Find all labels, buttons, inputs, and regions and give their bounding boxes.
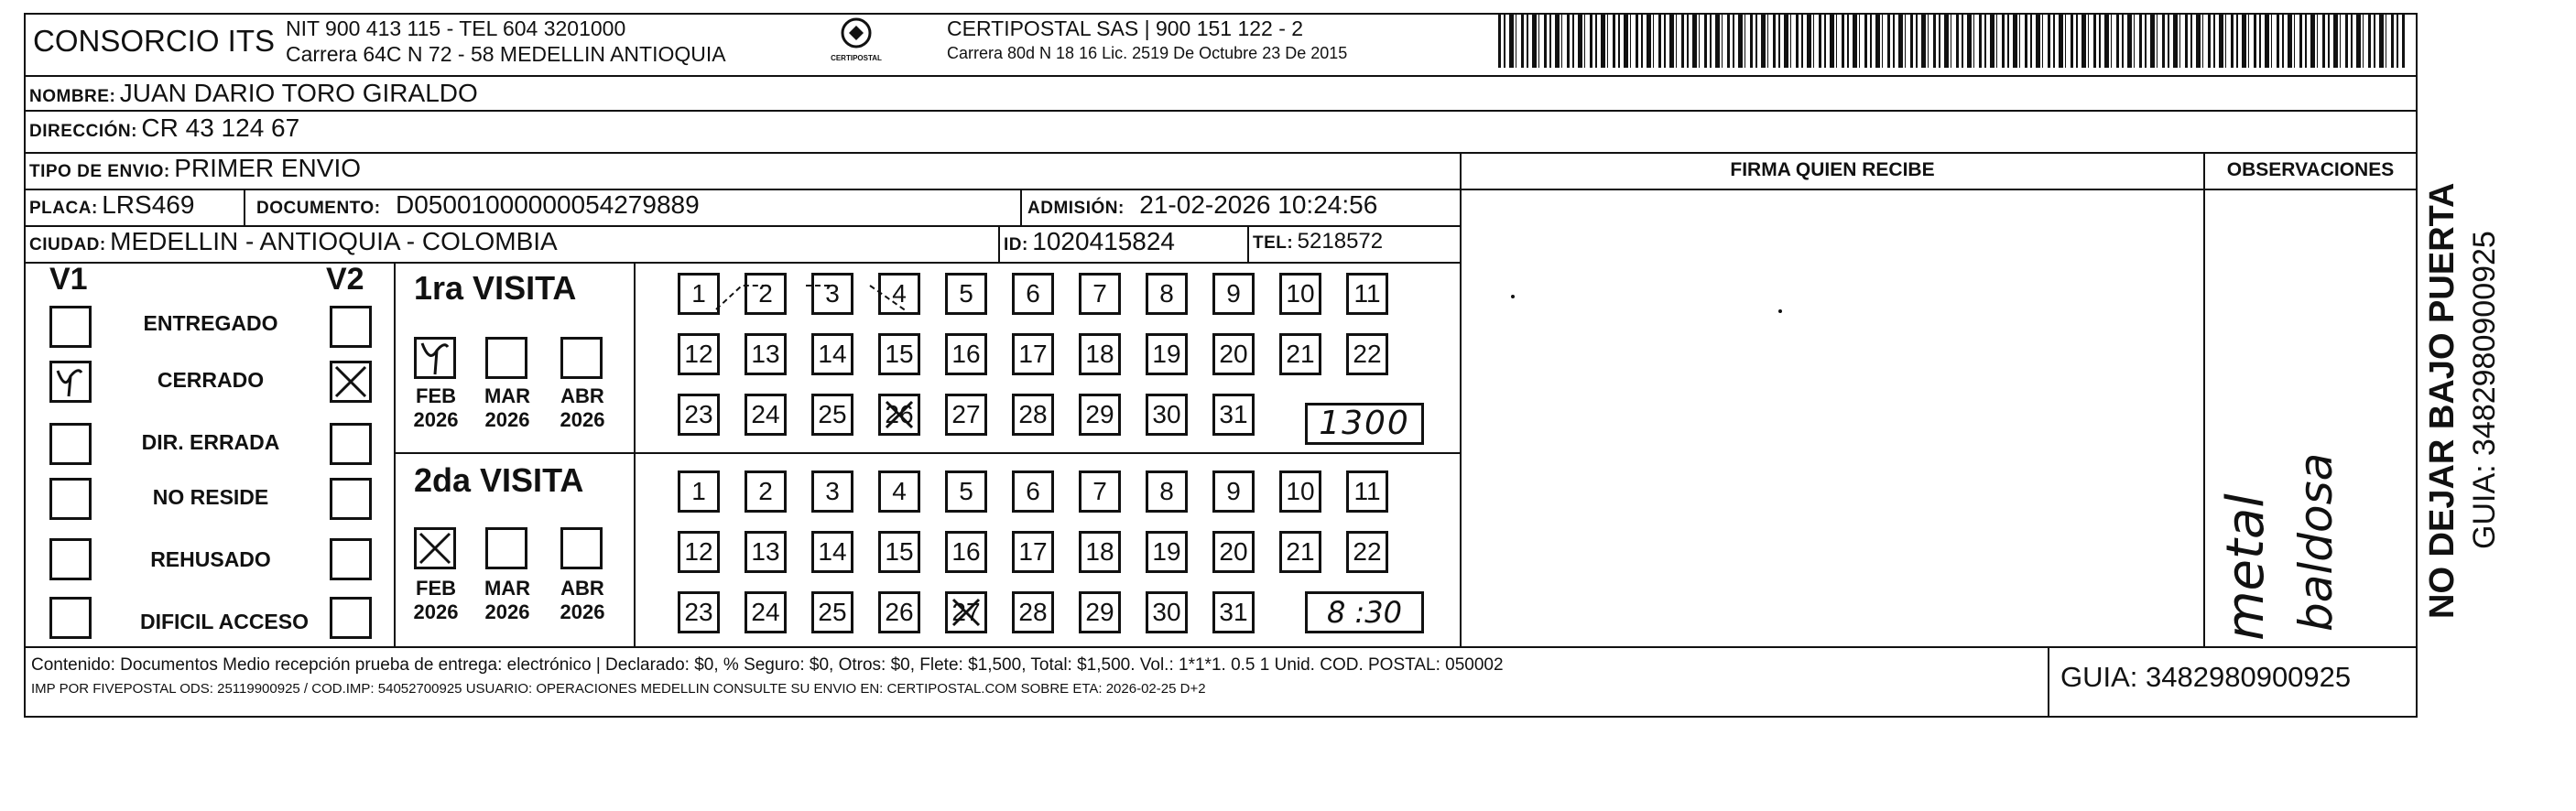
placa-label: PLACA: (29, 199, 98, 218)
visit1-month-feb: FEB 2026 (413, 384, 459, 431)
visit1-time-value: 1300 (1305, 403, 1424, 445)
tel-label: TEL: (1253, 233, 1294, 253)
visit1-day-22[interactable]: 22 (1346, 333, 1388, 375)
signature-mark (1511, 295, 1515, 298)
visit2-day-1[interactable]: 1 (678, 470, 720, 513)
visit2-day-18[interactable]: 18 (1079, 531, 1121, 573)
visit2-day-22[interactable]: 22 (1346, 531, 1388, 573)
v1-checkbox-entregado[interactable] (49, 306, 92, 348)
v2-header: V2 (326, 262, 364, 297)
visit2-day-3[interactable]: 3 (811, 470, 853, 513)
documento-row (256, 190, 700, 220)
visit2-day-7[interactable]: 7 (1079, 470, 1121, 513)
v1-checkbox-dificil-acceso[interactable] (49, 597, 92, 639)
observaciones-header: OBSERVACIONES (2226, 159, 2395, 180)
id-value: 1020415824 (1032, 227, 1176, 255)
ciudad-label: CIUDAD: (29, 235, 106, 254)
visit2-day-13[interactable]: 13 (745, 531, 787, 573)
visit1-day-12[interactable]: 12 (678, 333, 720, 375)
v2-checkbox-dificil-acceso[interactable] (330, 597, 372, 639)
visit1-day-11[interactable]: 11 (1346, 273, 1388, 315)
visit1-month-checkbox-mar[interactable] (485, 337, 527, 379)
visit1-day-1[interactable]: 1 (678, 273, 720, 315)
visit1-day-27[interactable]: 27 (945, 394, 987, 436)
visit1-day-6[interactable]: 6 (1012, 273, 1054, 315)
admision-row (1027, 190, 1377, 220)
status-label-dificil-acceso: DIFICIL ACCESO (139, 610, 309, 633)
side-no-dejar: NO DEJAR BAJO PUERTA (2423, 182, 2462, 619)
visit2-day-5[interactable]: 5 (945, 470, 987, 513)
visit1-title: 1ra VISITA (414, 269, 577, 307)
visit1-day-16[interactable]: 16 (945, 333, 987, 375)
visit1-day-10[interactable]: 10 (1279, 273, 1321, 315)
visit1-month-abr: ABR 2026 (560, 384, 605, 431)
visit1-day-13[interactable]: 13 (745, 333, 787, 375)
v1-checkbox-cerrado[interactable] (49, 361, 92, 403)
v2-checkbox-entregado[interactable] (330, 306, 372, 348)
visit2-time-value: 8 :30 (1305, 591, 1424, 633)
id-row (1004, 227, 1175, 256)
visit1-day-5[interactable]: 5 (945, 273, 987, 315)
barcode (1498, 15, 2405, 68)
company-info-line2: Carrera 64C N 72 - 58 MEDELLIN ANTIOQUIA (286, 42, 726, 66)
nombre-label: NOMBRE: (29, 87, 116, 106)
placa-row (29, 190, 194, 220)
visit2-day-8[interactable]: 8 (1146, 470, 1188, 513)
visit1-day-26[interactable]: 26 (878, 394, 920, 436)
visit2-day-24[interactable]: 24 (745, 591, 787, 633)
documento-label: DOCUMENTO: (256, 199, 381, 218)
visit1-day-28[interactable]: 28 (1012, 394, 1054, 436)
visit1-day-3[interactable]: 3 (811, 273, 853, 315)
visit2-day-31[interactable]: 31 (1212, 591, 1255, 633)
visit1-day-8[interactable]: 8 (1146, 273, 1188, 315)
visit2-month-abr: ABR 2026 (560, 577, 605, 623)
ciudad-row (29, 227, 558, 256)
visit1-month-checkbox-abr[interactable] (560, 337, 603, 379)
observation-line1: metal (2216, 493, 2276, 641)
visit1-day-2[interactable]: 2 (745, 273, 787, 315)
certipostal-logo (824, 16, 888, 66)
status-label-no-reside: NO RESIDE (152, 485, 269, 509)
v2-checkbox-cerrado[interactable] (330, 361, 372, 403)
documento-value: D05001000000054279889 (396, 190, 700, 219)
visit2-day-29[interactable]: 29 (1079, 591, 1121, 633)
visit1-day-strikes (714, 273, 943, 328)
tel-row (1253, 229, 1383, 254)
visit1-day-29[interactable]: 29 (1079, 394, 1121, 436)
visit1-day-20[interactable]: 20 (1212, 333, 1255, 375)
visit1-day-18[interactable]: 18 (1079, 333, 1121, 375)
visit2-day-17[interactable]: 17 (1012, 531, 1054, 573)
visit2-day-12[interactable]: 12 (678, 531, 720, 573)
visit2-day-28[interactable]: 28 (1012, 591, 1054, 633)
ciudad-value: MEDELLIN - ANTIOQUIA - COLOMBIA (110, 227, 558, 255)
visit1-day-30[interactable]: 30 (1146, 394, 1188, 436)
signature-mark (1778, 309, 1782, 313)
visit2-day-30[interactable]: 30 (1146, 591, 1188, 633)
visit2-day-6[interactable]: 6 (1012, 470, 1054, 513)
footer-imp: IMP POR FIVEPOSTAL ODS: 25119900925 / COD.IMP: 54052700925 USUARIO: OPERACIONES MEDELLIN CONSULTE SU ENVIO EN: CERTIPOSTAL.COM SOBRE ETA: 2026-02-25 D+2 (31, 681, 1206, 697)
v1-checkbox-rehusado[interactable] (49, 538, 92, 580)
logo-text: CERTIPOSTAL (831, 54, 882, 62)
visit1-day-17[interactable]: 17 (1012, 333, 1054, 375)
visit1-month-mar: MAR 2026 (484, 384, 531, 431)
direccion-value: CR 43 124 67 (141, 114, 300, 142)
carrier-info-line2: Carrera 80d N 18 16 Lic. 2519 De Octubre 23 De 2015 (947, 44, 1348, 62)
visit2-day-15[interactable]: 15 (878, 531, 920, 573)
visit2-day-14[interactable]: 14 (811, 531, 853, 573)
visit1-day-31[interactable]: 31 (1212, 394, 1255, 436)
visit1-day-23[interactable]: 23 (678, 394, 720, 436)
side-guia: GUIA: 3482980900925 (2467, 231, 2502, 549)
visit2-day-20[interactable]: 20 (1212, 531, 1255, 573)
visit2-day-25[interactable]: 25 (811, 591, 853, 633)
visit1-day-14[interactable]: 14 (811, 333, 853, 375)
visit1-day-9[interactable]: 9 (1212, 273, 1255, 315)
firma-header: FIRMA QUIEN RECIBE (1730, 159, 1935, 180)
direccion-row (29, 114, 299, 143)
v2-checkbox-rehusado[interactable] (330, 538, 372, 580)
company-name: CONSORCIO ITS (33, 24, 276, 58)
carrier-info-line1: CERTIPOSTAL SAS | 900 151 122 - 2 (947, 16, 1304, 40)
visit2-day-2[interactable]: 2 (745, 470, 787, 513)
visit1-day-7[interactable]: 7 (1079, 273, 1121, 315)
footer-contenido: Contenido: Documentos Medio recepción prueba de entrega: electrónico | Declarado: $0, % Seguro: $0, Otros: $0, Flete: $1,500, Total: $1,500. Vol.: 1*1*1. 0.5 1 Unid. COD. POSTAL: 050002 (31, 655, 1504, 675)
visit1-day-15[interactable]: 15 (878, 333, 920, 375)
company-info-line1: NIT 900 413 115 - TEL 604 3201000 (286, 16, 626, 40)
tipo-row (29, 154, 361, 183)
visit2-title: 2da VISITA (414, 461, 584, 499)
placa-value: LRS469 (102, 190, 195, 219)
visit2-month-checkbox-feb[interactable] (414, 527, 456, 569)
direccion-label: DIRECCIÓN: (29, 122, 137, 141)
visit1-day-21[interactable]: 21 (1279, 333, 1321, 375)
v2-checkbox-dir-errada[interactable] (330, 423, 372, 465)
visit1-month-checkbox-feb[interactable] (414, 337, 456, 379)
visit2-day-9[interactable]: 9 (1212, 470, 1255, 513)
visit2-month-checkbox-abr[interactable] (560, 527, 603, 569)
visit2-month-checkbox-mar[interactable] (485, 527, 527, 569)
visit2-day-23[interactable]: 23 (678, 591, 720, 633)
visit1-day-24[interactable]: 24 (745, 394, 787, 436)
admision-value: 21-02-2026 10:24:56 (1139, 190, 1378, 219)
status-label-cerrado: CERRADO (157, 368, 265, 392)
observation-line2: baldosa (2289, 452, 2342, 632)
admision-label: ADMISIÓN: (1027, 199, 1125, 218)
visit1-day-4[interactable]: 4 (878, 273, 920, 315)
visit2-month-mar: MAR 2026 (484, 577, 531, 623)
visit2-day-11[interactable]: 11 (1346, 470, 1388, 513)
visit2-day-19[interactable]: 19 (1146, 531, 1188, 573)
status-label-entregado: ENTREGADO (143, 311, 278, 335)
nombre-value: JUAN DARIO TORO GIRALDO (119, 79, 478, 107)
status-label-rehusado: REHUSADO (150, 547, 271, 571)
visit2-day-16[interactable]: 16 (945, 531, 987, 573)
id-label: ID: (1004, 235, 1028, 254)
visit2-day-4[interactable]: 4 (878, 470, 920, 513)
v1-header: V1 (49, 262, 88, 297)
visit2-day-10[interactable]: 10 (1279, 470, 1321, 513)
tipo-value: PRIMER ENVIO (174, 154, 362, 182)
visit2-month-feb: FEB 2026 (413, 577, 459, 623)
tipo-label: TIPO DE ENVIO: (29, 162, 170, 181)
footer-guia: GUIA: 3482980900925 (2060, 661, 2352, 693)
visit2-day-21[interactable]: 21 (1279, 531, 1321, 573)
visit1-day-19[interactable]: 19 (1146, 333, 1188, 375)
status-label-dir-errada: DIR. ERRADA (141, 430, 280, 454)
v2-checkbox-no-reside[interactable] (330, 478, 372, 520)
v1-checkbox-no-reside[interactable] (49, 478, 92, 520)
visit2-day-27[interactable]: 27 (945, 591, 987, 633)
visit1-day-25[interactable]: 25 (811, 394, 853, 436)
visit2-day-26[interactable]: 26 (878, 591, 920, 633)
tel-value: 5218572 (1297, 229, 1384, 254)
v1-checkbox-dir-errada[interactable] (49, 423, 92, 465)
nombre-row (29, 79, 478, 108)
